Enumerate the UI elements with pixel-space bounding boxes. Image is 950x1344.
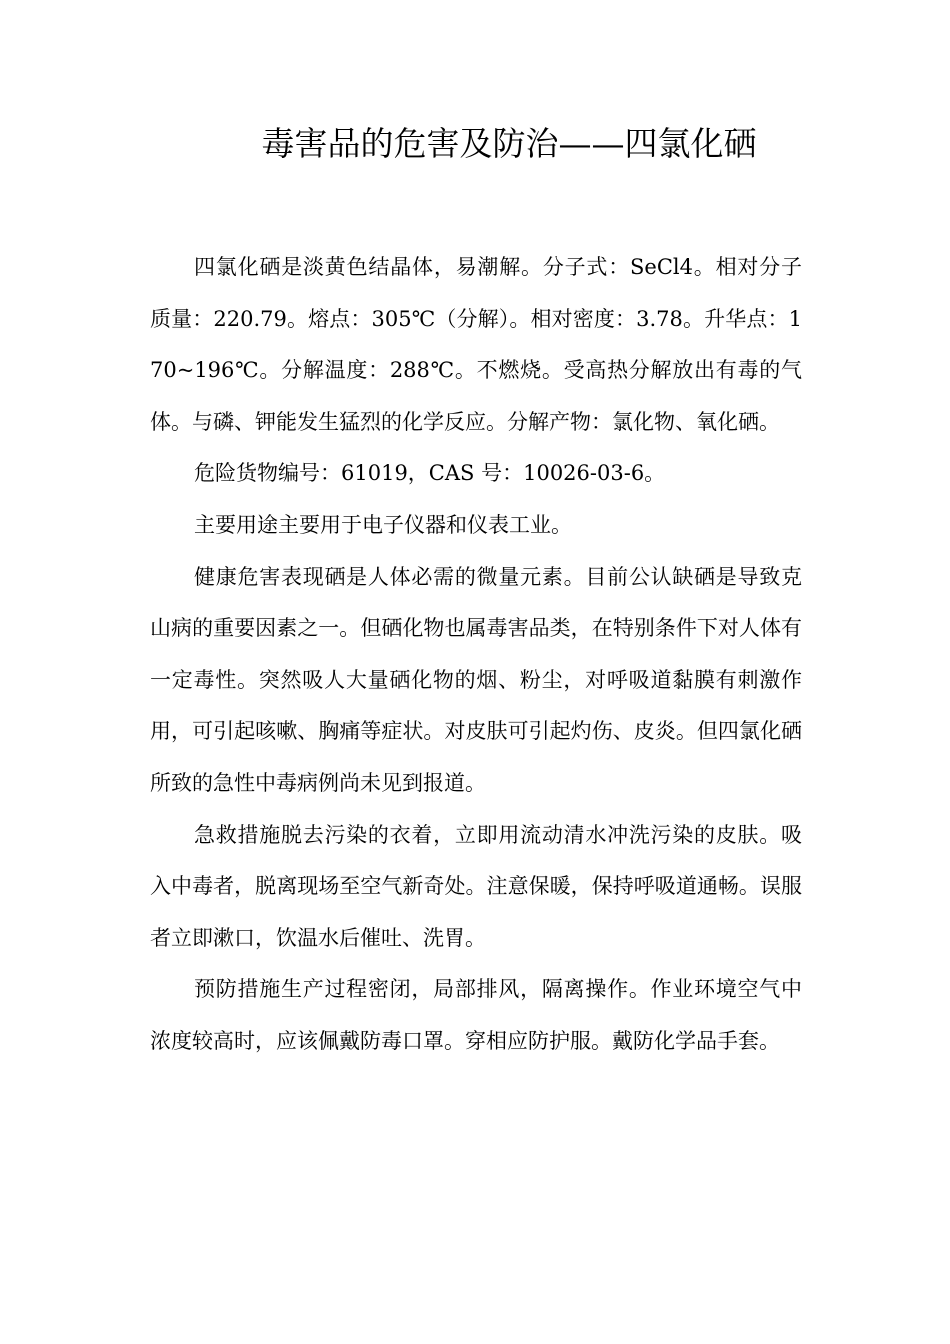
paragraph-identifiers: 危险货物编号：61019，CAS 号：10026-03-6。	[194, 461, 666, 486]
document-body	[150, 242, 802, 1068]
paragraph-prevention: 预防措施生产过程密闭，局部排风，隔离操作。作业环境空气中浓度较高时，应该佩戴防毒口罩。穿相应防护服。戴防化学品手套。	[150, 977, 802, 1053]
paragraph-first-aid: 急救措施脱去污染的衣着，立即用流动清水冲洗污染的皮肤。吸入中毒者，脱离现场至空气新奇处。注意保暖，保持呼吸道通畅。误服者立即漱口，饮温水后催吐、洗胃。	[150, 822, 802, 950]
document-title: 毒害品的危害及防治——四氯化硒	[261, 124, 757, 163]
paragraph-health-hazards: 健康危害表现硒是人体必需的微量元素。目前公认缺硒是导致克山病的重要因素之一。但硒化物也属毒害品类，在特别条件下对人体有一定毒性。突然吸人大量硒化物的烟、粉尘，对呼吸道黏膜有刺激作用，可引起咳嗽、胸痛等症状。对皮肤可引起灼伤、皮炎。但四氯化硒所致的急性中毒病例尚未见到报道。	[150, 564, 802, 795]
paragraph-uses: 主要用途主要用于电子仪器和仪表工业。	[194, 512, 572, 537]
paragraph-properties: 四氯化硒是淡黄色结晶体，易潮解。分子式：SeCl4。相对分子质量：220.79。熔点：305℃（分解）。相对密度：3.78。升华点：170~196℃。分解温度：288℃。不燃烧。受高热分解放出有毒的气体。与磷、钾能发生猛烈的化学反应。分解产物：氯化物、氧化硒。	[150, 255, 802, 434]
